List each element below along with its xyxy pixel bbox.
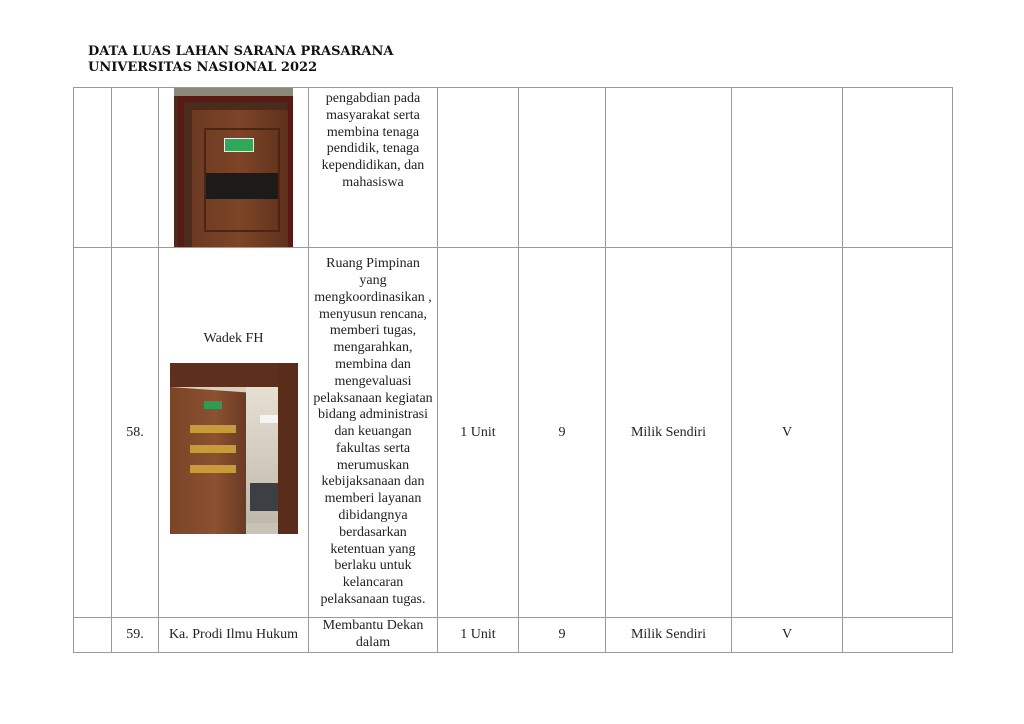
- room-condition: V: [732, 248, 843, 618]
- room-cell: [159, 88, 309, 248]
- room-condition: [732, 88, 843, 248]
- room-ownership: [606, 88, 732, 248]
- row-number: [112, 88, 159, 248]
- document-title-line2: UNIVERSITAS NASIONAL 2022: [88, 60, 318, 75]
- room-quantity: 1 Unit: [438, 248, 519, 618]
- room-area: 9: [519, 618, 606, 653]
- room-ownership: Milik Sendiri: [606, 248, 732, 618]
- room-description: pengabdian pada masyarakat serta membina tenaga pendidik, tenaga kependidikan, dan mahasiswa: [309, 88, 438, 248]
- office-door-photo: [174, 88, 293, 247]
- document-title-line1: DATA LUAS LAHAN SARANA PRASARANA: [88, 44, 394, 59]
- row-number: 59.: [112, 618, 159, 653]
- facility-table: [73, 87, 953, 653]
- room-quantity: 1 Unit: [438, 618, 519, 653]
- room-description: Membantu Dekan dalam: [309, 618, 438, 653]
- room-quantity: [438, 88, 519, 248]
- table-row: [74, 248, 953, 618]
- blank-cell: [843, 248, 953, 618]
- blank-cell: [74, 618, 112, 653]
- room-ownership: Milik Sendiri: [606, 618, 732, 653]
- room-area: [519, 88, 606, 248]
- row-number: 58.: [112, 248, 159, 618]
- document-title: [88, 44, 393, 76]
- room-cell: [159, 248, 309, 618]
- room-description: Ruang Pimpinan yang mengkoordinasikan , menyusun rencana, memberi tugas, mengarahkan, membina dan mengevaluasi pelaksanaan kegiatan bidang administrasi dan keuangan fakultas serta merumuskan kebijaksanaan dan memberi layanan dibidangnya berdasarkan ketentuan yang berlaku untuk kelancaran pelaksanaan tugas.: [309, 248, 438, 618]
- blank-cell: [843, 88, 953, 248]
- blank-cell: [74, 248, 112, 618]
- room-condition: V: [732, 618, 843, 653]
- blank-cell: [843, 618, 953, 653]
- table-row: [74, 88, 953, 248]
- blank-cell: [74, 88, 112, 248]
- table-row: [74, 618, 953, 653]
- room-area: 9: [519, 248, 606, 618]
- room-name: Wadek FH: [203, 331, 264, 346]
- room-name: Ka. Prodi Ilmu Hukum: [159, 618, 309, 653]
- office-door-photo: [170, 363, 298, 534]
